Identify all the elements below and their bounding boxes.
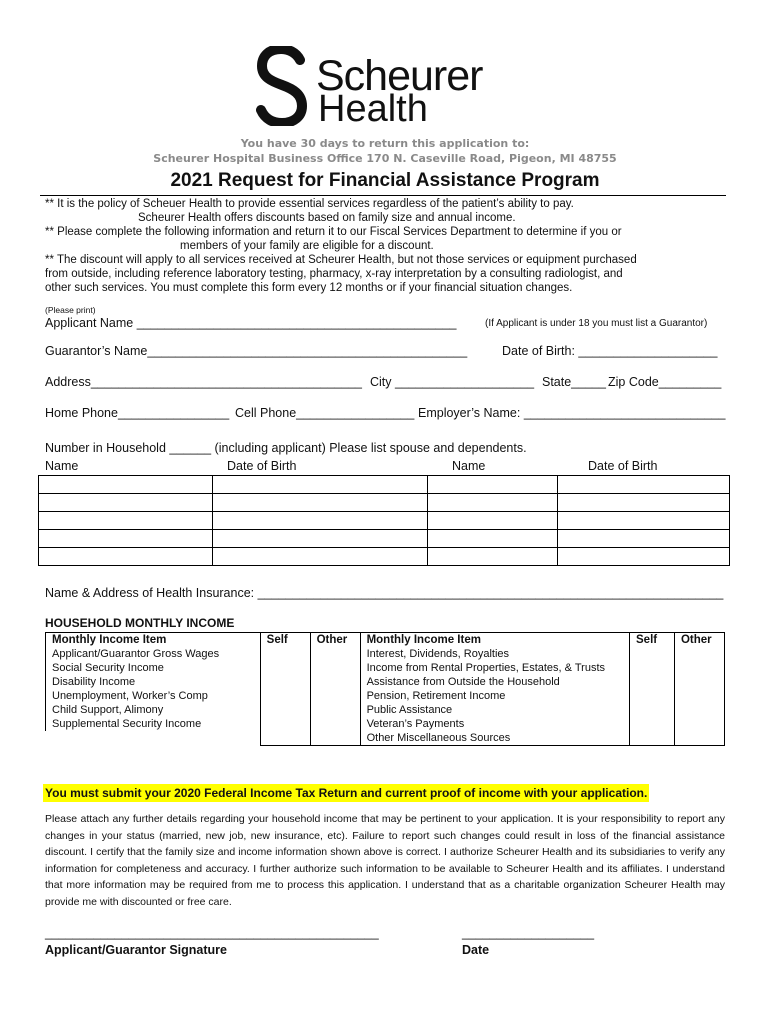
page-title: 2021 Request for Financial Assistance Program [170, 170, 600, 191]
income-table [45, 632, 725, 746]
home-phone-field[interactable]: Home Phone________________ [45, 406, 230, 420]
income-item: Disability Income [46, 675, 261, 689]
date-of-birth-field[interactable]: Date of Birth: ____________________ [502, 344, 718, 358]
date-label: Date [462, 943, 490, 957]
intro-line-6: from outside, including reference laboratory testing, pharmacy, x-ray interpretation by a consulting radiologist, and [45, 268, 623, 280]
col-name-2: Name [452, 459, 486, 473]
dependents-table [38, 475, 730, 566]
return-address: Scheurer Hospital Business Office 170 N. Caseville Road, Pigeon, MI 48755 [153, 152, 617, 165]
dependent-name-cell[interactable] [39, 512, 213, 530]
dependent-dob-cell[interactable] [212, 494, 428, 512]
intro-line-3: ** Please complete the following information and return it to our Fiscal Services Department to determine if you or [45, 226, 622, 238]
state-field[interactable]: State_____ [542, 375, 606, 389]
table-row [39, 476, 730, 494]
signature-line[interactable]: ________________________________________________ [45, 926, 379, 940]
please-print: (Please print) [45, 305, 96, 315]
dependent-dob-cell[interactable] [558, 494, 730, 512]
household-count-field[interactable]: Number in Household ______ (including applicant) Please list spouse and dependents. [45, 441, 527, 455]
dependent-dob-cell[interactable] [212, 512, 428, 530]
income-item: Public Assistance [360, 703, 629, 717]
table-row [39, 512, 730, 530]
dependent-name-cell[interactable] [428, 530, 558, 548]
col-other-left: Other [310, 633, 360, 746]
income-item: Child Support, Alimony [46, 703, 261, 717]
intro-line-2: Scheurer Health offers discounts based on family size and annual income. [138, 212, 516, 224]
dependent-name-cell[interactable] [39, 530, 213, 548]
income-item: Applicant/Guarantor Gross Wages [46, 647, 261, 661]
dependent-dob-cell[interactable] [558, 512, 730, 530]
zip-code-field[interactable]: Zip Code_________ [608, 375, 722, 389]
col-other-right: Other [674, 633, 724, 746]
col-self-left: Self [260, 633, 310, 746]
authorization-paragraph: Please attach any further details regarding your household income that may be pertinent to your application. It is your responsibility to report any changes in your status (married, new job, new insurance, etc). Failure to report such changes could result in loss of the financial assistance discount. I certify that the family size and income information shown above is correct. I authorize Scheurer Health and its subsidiaries to verify any information for completeness and accuracy. I further authorize such information to be available to Scheurer Health and its affiliates. I understand that more information may be required from me to process this application. I understand that as a charitable organization Scheurer Health may provide me with discounted or free care. [45, 813, 725, 908]
guarantor-name-field[interactable]: Guarantor’s Name______________________________________________ [45, 344, 468, 358]
applicant-note: (If Applicant is under 18 you must list a Guarantor) [485, 318, 708, 329]
scheurer-s-mark-icon [256, 46, 308, 126]
city-field[interactable]: City ____________________ [370, 375, 535, 389]
col-name-1: Name [45, 459, 79, 473]
income-item: Pension, Retirement Income [360, 689, 629, 703]
logo [256, 46, 516, 130]
tax-return-notice: You must submit your 2020 Federal Income Tax Return and current proof of income with your application. [45, 786, 648, 800]
income-item: Social Security Income [46, 661, 261, 675]
dependent-name-cell[interactable] [428, 476, 558, 494]
table-row [39, 548, 730, 566]
dependent-dob-cell[interactable] [212, 530, 428, 548]
return-instructions: You have 30 days to return this application to: [240, 137, 530, 150]
intro-line-4: members of your family are eligible for a discount. [180, 240, 434, 252]
dependent-name-cell[interactable] [39, 476, 213, 494]
address-field[interactable]: Address_______________________________________ [45, 375, 362, 389]
dependent-dob-cell[interactable] [558, 476, 730, 494]
dependent-name-cell[interactable] [39, 494, 213, 512]
intro-line-1: ** It is the policy of Scheuer Health to provide essential services regardless of the patient’s ability to pay. [45, 198, 574, 210]
income-item: Veteran’s Payments [360, 717, 629, 731]
intro-line-7: other such services. You must complete this form every 12 months or if your financial situation changes. [45, 282, 573, 294]
intro-line-5: ** The discount will apply to all services received at Scheurer Health, but not those services or equipment purchased [45, 254, 637, 266]
applicant-name-field[interactable]: Applicant Name ______________________________________________ [45, 316, 457, 330]
cell-phone-field[interactable]: Cell Phone_________________ [235, 406, 415, 420]
table-row [39, 530, 730, 548]
dependent-dob-cell[interactable] [558, 548, 730, 566]
income-heading: HOUSEHOLD MONTHLY INCOME [45, 616, 235, 630]
dependent-dob-cell[interactable] [212, 476, 428, 494]
table-row [39, 494, 730, 512]
dependent-name-cell[interactable] [428, 548, 558, 566]
col-self-right: Self [630, 633, 675, 746]
dependent-name-cell[interactable] [428, 512, 558, 530]
health-insurance-field[interactable]: Name & Address of Health Insurance: ___________________________________________________________________ [45, 586, 724, 600]
dependent-name-cell[interactable] [428, 494, 558, 512]
col-dob-2: Date of Birth [588, 459, 658, 473]
col-dob-1: Date of Birth [227, 459, 297, 473]
signature-label: Applicant/Guarantor Signature [45, 943, 227, 957]
col-item-right: Monthly Income Item [360, 633, 629, 648]
employer-name-field[interactable]: Employer’s Name: _____________________________ [418, 406, 726, 420]
income-item: Income from Rental Properties, Estates, & Trusts [360, 661, 629, 675]
logo-scheurer: Scheurer [316, 52, 483, 100]
dependent-dob-cell[interactable] [212, 548, 428, 566]
date-line[interactable]: ___________________ [462, 926, 595, 940]
title-rule [40, 195, 726, 196]
income-item: Supplemental Security Income [46, 717, 261, 731]
dependent-name-cell[interactable] [39, 548, 213, 566]
income-item: Assistance from Outside the Household [360, 675, 629, 689]
income-item: Unemployment, Worker’s Comp [46, 689, 261, 703]
col-item-left: Monthly Income Item [46, 633, 261, 648]
income-item: Interest, Dividends, Royalties [360, 647, 629, 661]
logo-health: Health [318, 88, 428, 130]
income-item: Other Miscellaneous Sources [360, 731, 629, 746]
dependent-dob-cell[interactable] [558, 530, 730, 548]
